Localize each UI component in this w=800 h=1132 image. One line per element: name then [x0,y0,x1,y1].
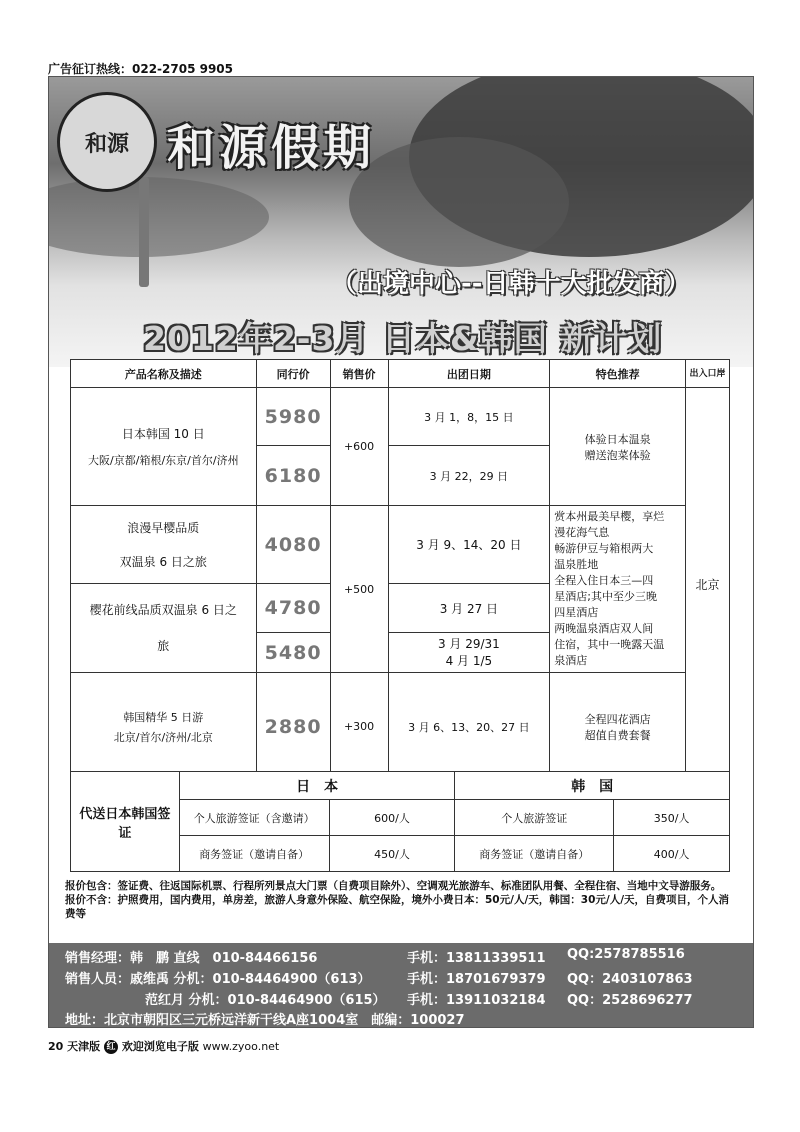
visa-price: 450/人 [329,836,455,872]
product-table [70,359,730,781]
visa-table [70,771,730,872]
visa-korea-header: 韩 国 [455,772,730,800]
product-name: 樱花前线品质双温泉 6 日之 [89,603,237,617]
price-notes [65,879,737,921]
advert-frame [48,76,754,1028]
manager-line: 销售经理：韩 鹏 直线 010-84466156 [65,951,318,966]
visa-item: 商务签证（邀请自备） [179,836,329,872]
staff1-qq: QQ：2403107863 [567,972,693,987]
notes-excluded: 报价不含：护照费用，国内费用，单房差，旅游人身意外保险、航空保险，境外小费日本：50元/人/天，韩国：30元/人/天，自费项目，个人消费等 [65,894,730,920]
product-name: 旅 [157,639,170,653]
departure-dates [388,633,550,673]
peer-price: 6180 [256,446,330,506]
header-port: 出入口岸 [686,360,730,388]
visa-label: 代送日本韩国签证 [71,772,180,872]
feature-line: 两晚温泉酒店双人间 [554,622,654,635]
product-name: 日本韩国 10 日 [121,427,205,441]
departure-dates: 3 月 9、14、20 日 [388,506,550,584]
feature-line: 漫花海气息 [554,526,610,539]
ad-hotline: 广告征订热线：022-2705 9905 [48,62,234,76]
product-korea-5 [71,673,257,781]
product-sakura-6-a [71,506,257,584]
staff2-line: 范红月 分机：010-84464900（615） [145,993,386,1008]
visa-item: 商务签证（邀请自备） [455,836,614,872]
page-number: 20 天津版 [48,1040,101,1053]
product-route: 大阪/京都/箱根/东京/首尔/济州 [88,454,239,467]
address-line: 地址：北京市朝阳区三元桥远洋新干线A座1004室 邮编：100027 [65,1013,465,1028]
feature-line: 温泉胜地 [554,558,599,571]
feature-line: 赠送泡菜体验 [584,448,651,462]
header-sale-price: 销售价 [330,360,388,388]
header-product: 产品名称及描述 [71,360,257,388]
visa-price: 600/人 [329,800,455,836]
peer-price: 5980 [256,388,330,446]
feature-line: 全程四花酒店 [584,712,651,726]
sale-price: +300 [330,673,388,781]
departure-dates: 3 月 1，8，15 日 [388,388,550,446]
product-route: 北京/首尔/济州/北京 [113,730,213,744]
header-peer-price: 同行价 [256,360,330,388]
peer-price: 5480 [256,633,330,673]
peer-price: 2880 [256,673,330,781]
brand-logo [57,92,157,192]
staff2-qq: QQ：2528696277 [567,993,693,1008]
feature-line: 星酒店;其中至少三晚 [554,590,657,603]
staff1-line: 销售人员：戚维禹 分机：010-84464900（613） [65,972,371,987]
feature-line: 体验日本温泉 [584,432,651,446]
headline: 2012年2-3月 日本&韩国 新计划 [143,319,663,358]
feature-line: 全程入住日本三—四 [554,574,654,587]
contact-bar [49,943,753,1027]
visa-japan-header: 日 本 [179,772,455,800]
manager-qq: QQ:2578785516 [567,947,685,962]
departure-dates: 3 月 6、13、20、27 日 [388,673,550,781]
staff2-mobile: 手机：13911032184 [407,993,546,1008]
brand-title: 和源假期 [167,120,376,176]
staff1-mobile: 手机：18701679379 [407,972,546,987]
features-cell [550,673,686,781]
visa-price: 350/人 [614,800,730,836]
banner-photo [49,77,753,367]
visa-item: 个人旅游签证 [455,800,614,836]
peer-price: 4780 [256,584,330,633]
logo-text: 和源 [84,130,129,157]
features-cell [550,388,686,506]
manager-mobile: 手机：13811339511 [407,951,546,966]
feature-line: 超值自费套餐 [584,728,651,742]
product-sakura-6-b [71,584,257,673]
date-line: 4 月 1/5 [445,653,493,668]
page-footer [48,1038,279,1054]
departure-dates: 3 月 27 日 [388,584,550,633]
visa-price: 400/人 [614,836,730,872]
features-cell [550,506,686,673]
feature-line: 赏本州最美早樱，享烂 [554,510,665,523]
feature-line: 泉酒店 [554,654,588,667]
feature-line: 住宿，其中一晚露天温 [554,638,665,651]
feature-line: 四星酒店 [554,606,599,619]
subtitle: （出境中心--日韩十大批发商） [331,269,691,299]
peer-price: 4080 [256,506,330,584]
product-japan-korea-10 [71,388,257,506]
sale-price: +600 [330,388,388,506]
departure-dates: 3 月 22，29 日 [388,446,550,506]
product-name: 浪漫早樱品质 [127,520,200,535]
product-name: 双温泉 6 日之旅 [119,554,207,569]
footer-text: 欢迎浏览电子版 [121,1040,199,1053]
header-dates: 出团日期 [388,360,550,388]
footer-url[interactable]: www.zyoo.net [202,1040,280,1053]
product-name: 韩国精华 5 日游 [123,710,204,724]
feature-line: 畅游伊豆与箱根两大 [554,542,654,555]
newspaper-logo-icon: 红 [104,1040,118,1054]
date-line: 3 月 29/31 [437,636,500,651]
port-cell: 北京 [686,388,730,781]
sale-price: +500 [330,506,388,673]
visa-item: 个人旅游签证（含邀请） [179,800,329,836]
notes-included: 报价包含：签证费、往返国际机票、行程所列景点大门票（自费项目除外）、空调观光旅游车、标准团队用餐、全程住宿、当地中文导游服务。 [65,880,722,892]
header-features: 特色推荐 [550,360,686,388]
